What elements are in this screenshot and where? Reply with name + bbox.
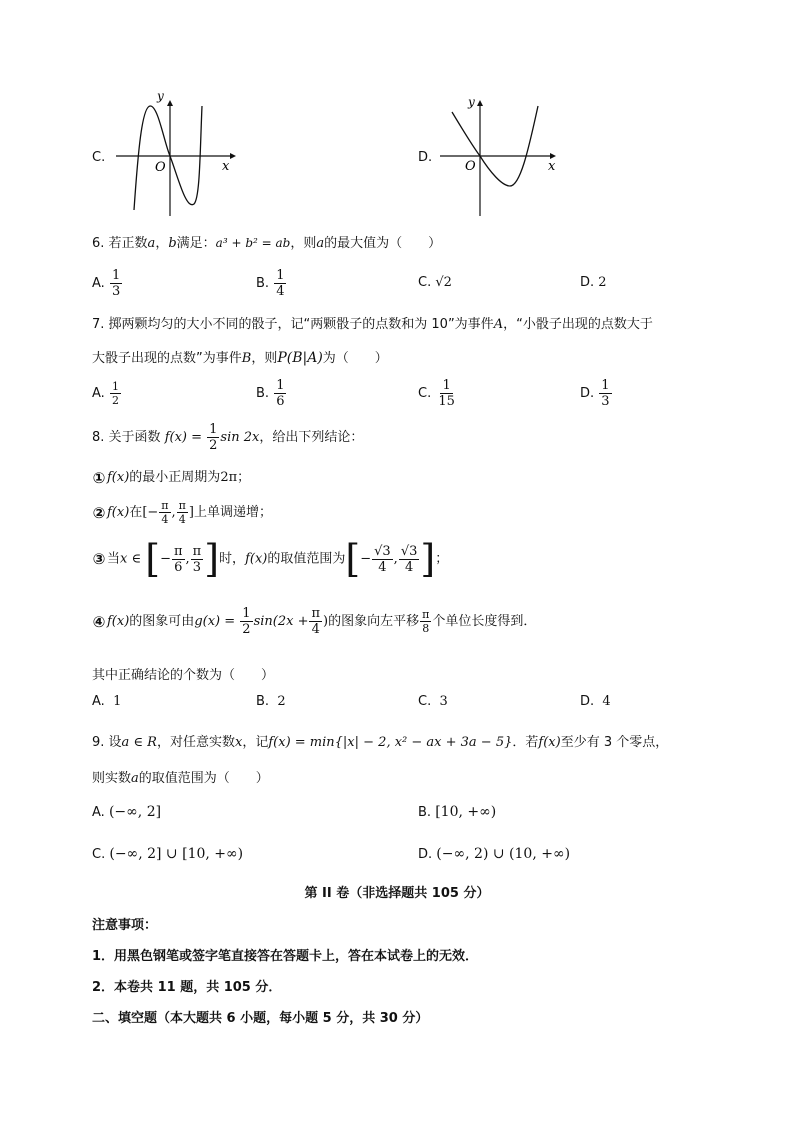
value: 2π <box>220 470 238 485</box>
function: g(x) = <box>194 614 236 629</box>
option-c-label[interactable] <box>92 150 105 165</box>
notice-item-2: 2．本卷共 11 题，共 105 分． <box>92 980 282 995</box>
option-label: C. <box>418 386 432 401</box>
text: 9. 设 <box>92 735 122 750</box>
q6-option-d[interactable] <box>580 275 607 290</box>
text: ，对任意实数 <box>156 735 235 750</box>
equation: a³ + b² = ab <box>215 236 291 250</box>
option-label: C. <box>92 847 106 862</box>
denominator: 8 <box>422 622 430 635</box>
text: 的图象可由 <box>129 614 195 629</box>
graph-c <box>112 92 242 220</box>
numerator: 1 <box>276 378 285 393</box>
var: a <box>147 236 156 251</box>
denominator: 2 <box>242 622 251 637</box>
option-label: A. <box>92 276 105 291</box>
text: 上单调递增； <box>193 505 272 520</box>
function: f(x) <box>107 505 130 520</box>
denominator: 4 <box>404 559 414 575</box>
graph-c-x-arrow <box>230 153 236 159</box>
numerator: π <box>173 543 183 559</box>
q6-option-a[interactable] <box>92 268 123 299</box>
text: 其中正确结论的个数为（ ） <box>92 668 275 683</box>
numerator: √3 <box>374 543 391 559</box>
numerator: 1 <box>111 380 119 393</box>
q8-conclusion-4 <box>92 606 536 637</box>
notice-heading: 注意事项： <box>92 918 158 933</box>
graph-c-y-label: y <box>157 92 164 103</box>
option-value: [10, +∞) <box>435 804 497 820</box>
denominator: 6 <box>276 394 285 409</box>
numerator: 1 <box>601 378 610 393</box>
function: sin(2x + <box>253 614 309 629</box>
option-label: C. <box>92 150 106 165</box>
text: 至少有 3 个零点， <box>560 735 669 750</box>
denominator: 4 <box>178 513 186 526</box>
option-label: D. <box>418 847 433 862</box>
option-label: A. <box>92 694 105 709</box>
option-label: D. <box>580 386 595 401</box>
text: ．若 <box>512 735 539 750</box>
numerator: π <box>422 608 430 621</box>
numerator: π <box>178 499 186 512</box>
question-6-stem <box>92 232 441 251</box>
function: f(x) <box>538 735 561 750</box>
graph-d <box>438 92 568 220</box>
q8-option-d[interactable] <box>580 694 611 709</box>
var: B <box>241 351 252 366</box>
q8-conclusion-1 <box>92 466 250 485</box>
graph-c-y-arrow <box>167 100 173 106</box>
left-bracket: [ <box>345 537 361 581</box>
text: ，则 <box>251 351 278 366</box>
circle-number: ④ <box>92 612 106 631</box>
circle-number: ③ <box>92 550 106 568</box>
option-label: D. <box>580 694 595 709</box>
graph-c-x-label: x <box>222 159 230 174</box>
text: 的取值范围为 <box>267 551 346 567</box>
option-label: B. <box>418 805 432 820</box>
var: a <box>316 236 325 251</box>
comma: , <box>185 551 190 567</box>
text: 当 <box>107 551 121 567</box>
q7-option-d[interactable] <box>580 378 613 409</box>
part-2-title: 第 II 卷（非选择题共 105 分） <box>304 886 490 901</box>
function: f(x) <box>107 470 130 485</box>
text: ， <box>155 236 169 251</box>
denominator: 4 <box>311 622 320 637</box>
text: 的图象向左平移 <box>328 614 420 629</box>
text: ，“小骰子出现的点数大于 <box>503 317 653 332</box>
var: A <box>493 317 504 332</box>
text: 在 <box>129 505 143 520</box>
option-value: (−∞, 2] ∪ [10, +∞) <box>109 846 244 862</box>
text: 7. 掷两颗均匀的大小不同的骰子，记“两颗骰子的点数和为 10”为事件 <box>92 317 494 332</box>
q6-option-b[interactable] <box>256 268 287 299</box>
numerator: 1 <box>209 422 218 437</box>
minus: − <box>360 551 372 567</box>
option-label: D. <box>418 150 433 165</box>
denominator: 3 <box>192 559 202 575</box>
q6-option-c[interactable] <box>418 275 452 290</box>
denominator: 2 <box>111 394 119 407</box>
numerator: 1 <box>242 606 251 621</box>
function: sin 2x <box>220 430 260 445</box>
var: x <box>235 735 243 750</box>
text: ，则 <box>290 236 317 251</box>
text: 的取值范围为（ ） <box>138 771 269 786</box>
text: 6. 若正数 <box>92 236 148 251</box>
q8-option-a[interactable] <box>92 694 121 709</box>
text: 个单位长度得到． <box>432 614 537 629</box>
question-9-line-1 <box>92 731 668 750</box>
function: f(x) = <box>164 430 202 445</box>
graph-d-curve <box>452 106 538 186</box>
option-label: A. <box>92 805 105 820</box>
option-value: 4 <box>602 694 611 709</box>
q9-option-d[interactable] <box>418 846 570 862</box>
numerator: 1 <box>111 268 121 283</box>
denominator: 4 <box>161 513 169 526</box>
denominator: 4 <box>378 559 387 575</box>
option-value: (−∞, 2] <box>108 804 162 820</box>
option-value: √2 <box>435 275 452 290</box>
option-value: 1 <box>113 694 122 709</box>
expression: f(x) = min{|x| − 2, x² − ax + 3a − 5} <box>268 735 513 750</box>
denominator: 3 <box>111 284 121 299</box>
option-value: 2 <box>277 694 286 709</box>
numerator: π <box>311 606 321 621</box>
bracket: ] <box>188 505 194 520</box>
q8-option-c[interactable] <box>418 694 448 709</box>
section-heading: 二、填空题（本大题共 6 小题，每小题 5 分，共 30 分） <box>92 1011 429 1026</box>
text: ； <box>237 470 251 485</box>
text: 为（ ） <box>322 351 388 366</box>
var: a <box>131 771 139 786</box>
text: 8. 关于函数 <box>92 430 161 445</box>
option-label: C. <box>418 275 432 290</box>
text: ； <box>435 551 449 567</box>
numerator: π <box>161 499 169 512</box>
graph-d-y-arrow <box>477 100 483 106</box>
question-7-line-1 <box>92 313 653 332</box>
question-7-line-2 <box>92 347 388 366</box>
expression: x ∈ <box>120 551 142 567</box>
denominator: 6 <box>174 559 183 575</box>
q9-option-b[interactable] <box>418 804 496 820</box>
function: f(x) <box>245 551 268 567</box>
text: 大骰子出现的点数”为事件 <box>92 351 242 366</box>
option-value: 2 <box>598 275 607 290</box>
graph-d-y-label: y <box>468 95 475 109</box>
graph-c-origin: O <box>155 160 166 175</box>
comma: , <box>171 505 176 520</box>
q7-option-b[interactable] <box>256 378 287 409</box>
text: 时， <box>219 551 246 567</box>
option-label: D. <box>580 275 595 290</box>
circle-number: ① <box>92 468 106 487</box>
denominator: 2 <box>209 438 218 453</box>
q8-option-b[interactable] <box>256 694 286 709</box>
q8-conclusion-2 <box>92 499 272 526</box>
option-label: B. <box>256 386 270 401</box>
q7-option-c[interactable] <box>418 378 458 409</box>
option-d-label[interactable] <box>418 150 432 165</box>
numerator: √3 <box>400 543 418 559</box>
q9-option-a[interactable] <box>92 804 161 820</box>
numerator: 1 <box>442 378 451 393</box>
probability: P(B|A) <box>277 350 323 366</box>
text: 满足： <box>176 236 216 251</box>
q9-option-c[interactable] <box>92 846 243 862</box>
comma: , <box>393 551 398 567</box>
text: 的最大值为（ ） <box>324 236 442 251</box>
option-label: B. <box>256 276 270 291</box>
graph-d-x-label: x <box>548 159 556 174</box>
notice-item-1: 1．用黑色钢笔或签字笔直接答在答题卡上，答在本试卷上的无效． <box>92 949 479 964</box>
question-8-stem <box>92 422 363 453</box>
right-bracket: ] <box>204 537 220 581</box>
bracket: [− <box>142 505 159 520</box>
option-label: A. <box>92 386 105 401</box>
paren: ) <box>323 614 329 629</box>
denominator: 4 <box>276 284 285 299</box>
q7-option-a[interactable] <box>92 380 122 407</box>
text: ，记 <box>242 735 269 750</box>
numerator: 1 <box>276 268 285 283</box>
q8-conclusion-3 <box>92 537 449 581</box>
function: f(x) <box>107 614 130 629</box>
right-bracket: ] <box>420 537 436 581</box>
numerator: π <box>192 543 202 559</box>
text: ，给出下列结论： <box>259 430 364 445</box>
denominator: 15 <box>438 394 455 409</box>
circle-number: ② <box>92 503 106 522</box>
denominator: 3 <box>601 394 610 409</box>
option-value: (−∞, 2) ∪ (10, +∞) <box>436 846 571 862</box>
expression: a ∈ R <box>121 735 157 750</box>
option-label: B. <box>256 694 270 709</box>
text: 则实数 <box>92 771 132 786</box>
left-bracket: [ <box>145 537 161 581</box>
var: b <box>168 236 177 251</box>
question-9-line-2 <box>92 767 269 786</box>
graph-c-curve <box>134 106 202 210</box>
text: 的最小正周期为 <box>129 470 221 485</box>
question-8-ask <box>92 664 274 683</box>
graph-d-origin: O <box>465 159 476 174</box>
minus: − <box>160 551 171 567</box>
option-value: 3 <box>439 694 448 709</box>
option-label: C. <box>418 694 432 709</box>
